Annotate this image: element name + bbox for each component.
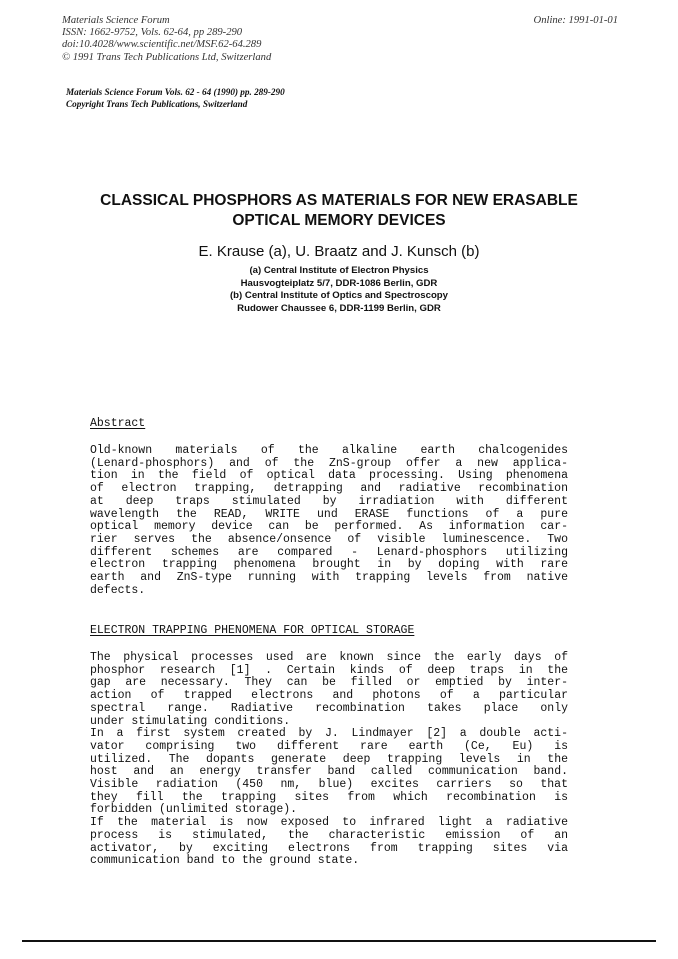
text-line: gap are necessary. They can be filled or emptied by inter- <box>90 676 568 690</box>
text-line: electron trapping phenomena brought in by doping with rare <box>90 558 568 572</box>
text-line: activator, by exciting electrons from trapping sites via <box>90 841 568 855</box>
text-line: process is stimulated, the characteristic emission of an <box>90 828 568 842</box>
text-line: earth and ZnS-type running with trapping levels from native <box>90 571 568 585</box>
issn-line: ISSN: 1662-9752, Vols. 62-64, pp 289-290 <box>62 27 243 39</box>
online-date: Online: 1991-01-01 <box>533 15 618 26</box>
text-line: forbidden (unlimited storage). <box>90 803 298 817</box>
abstract-heading: Abstract <box>90 417 146 430</box>
citation-block <box>66 86 285 110</box>
copyright-line: © 1991 Trans Tech Publications Ltd, Switzerland <box>62 51 272 63</box>
text-line: defects. <box>90 583 146 597</box>
title-line-2: OPTICAL MEMORY DEVICES <box>232 212 446 229</box>
text-line: optical memory device can be performed. As information car- <box>90 520 568 534</box>
text-line: The physical processes used are known since the early days of <box>90 651 568 664</box>
text-line: phosphor research [1] . Certain kinds of deep traps in the <box>90 663 568 677</box>
affiliations <box>0 265 678 315</box>
text-line: Visible radiation (450 nm, blue) excites carriers so that <box>90 778 568 792</box>
text-line: In a first system created by J. Lindmayer [2] a double acti- <box>90 727 568 741</box>
citation-line-1: Materials Science Forum Vols. 62 - 64 (1990) pp. 289-290 <box>66 87 285 97</box>
text-line: Old-known materials of the alkaline earth chalcogenides <box>90 444 568 457</box>
text-line: vator comprising two different rare earth (Ce, Eu) is <box>90 739 568 753</box>
journal-name: Materials Science Forum <box>62 15 170 26</box>
doi-link[interactable]: doi:10.4028/www.scientific.net/MSF.62-64.289 <box>62 39 262 51</box>
title-line-1: CLASSICAL PHOSPHORS AS MATERIALS FOR NEW ERASABLE <box>100 192 578 209</box>
abstract-body <box>90 445 568 597</box>
affiliation-line: (b) Central Institute of Optics and Spectroscopy <box>229 290 448 301</box>
text-line: utilized. The dopants generate deep trapping levels in the <box>90 752 568 766</box>
paper-title <box>0 191 678 231</box>
text-line: at deep traps stimulated by irradiation with different <box>90 494 568 508</box>
text-line: action of trapped electrons and photons of a particular <box>90 689 568 703</box>
footer-divider <box>22 940 656 942</box>
text-line: host and an energy transfer band called communication band. <box>90 765 568 779</box>
text-line: communication band to the ground state. <box>90 854 360 868</box>
text-line: spectral range. Radiative recombination takes place only <box>90 701 568 715</box>
text-line: under stimulating conditions. <box>90 714 291 728</box>
text-line: rier serves the absence/onsence of visible luminescence. Two <box>90 532 568 546</box>
affiliation-line: Hausvogteiplatz 5/7, DDR-1086 Berlin, GDR <box>240 277 438 289</box>
text-line: tion in the field of optical data processing. Using phenomena <box>90 469 568 483</box>
section-body <box>90 652 568 868</box>
journal-header <box>62 15 271 64</box>
text-line: (Lenard-phosphors) and of the ZnS-group offer a new applica- <box>90 456 568 470</box>
text-line: of electron trapping, detrapping and radiative recombination <box>90 482 568 496</box>
text-line: If the material is now exposed to infrared light a radiative <box>90 816 568 830</box>
author-list: E. Krause (a), U. Braatz and J. Kunsch (b) <box>198 243 480 260</box>
affiliation-line: (a) Central Institute of Electron Physics <box>249 265 429 276</box>
section-heading: ELECTRON TRAPPING PHENOMENA FOR OPTICAL STORAGE <box>90 624 415 637</box>
affiliation-line: Rudower Chaussee 6, DDR-1199 Berlin, GDR <box>237 302 441 314</box>
text-line: they fill the trapping sites from which recombination is <box>90 790 568 804</box>
text-line: wavelength the READ, WRITE und ERASE functions of a pure <box>90 507 568 521</box>
text-line: different schemes are compared - Lenard-phosphors utilizing <box>90 545 568 559</box>
citation-line-2: Copyright Trans Tech Publications, Switzerland <box>66 99 248 109</box>
